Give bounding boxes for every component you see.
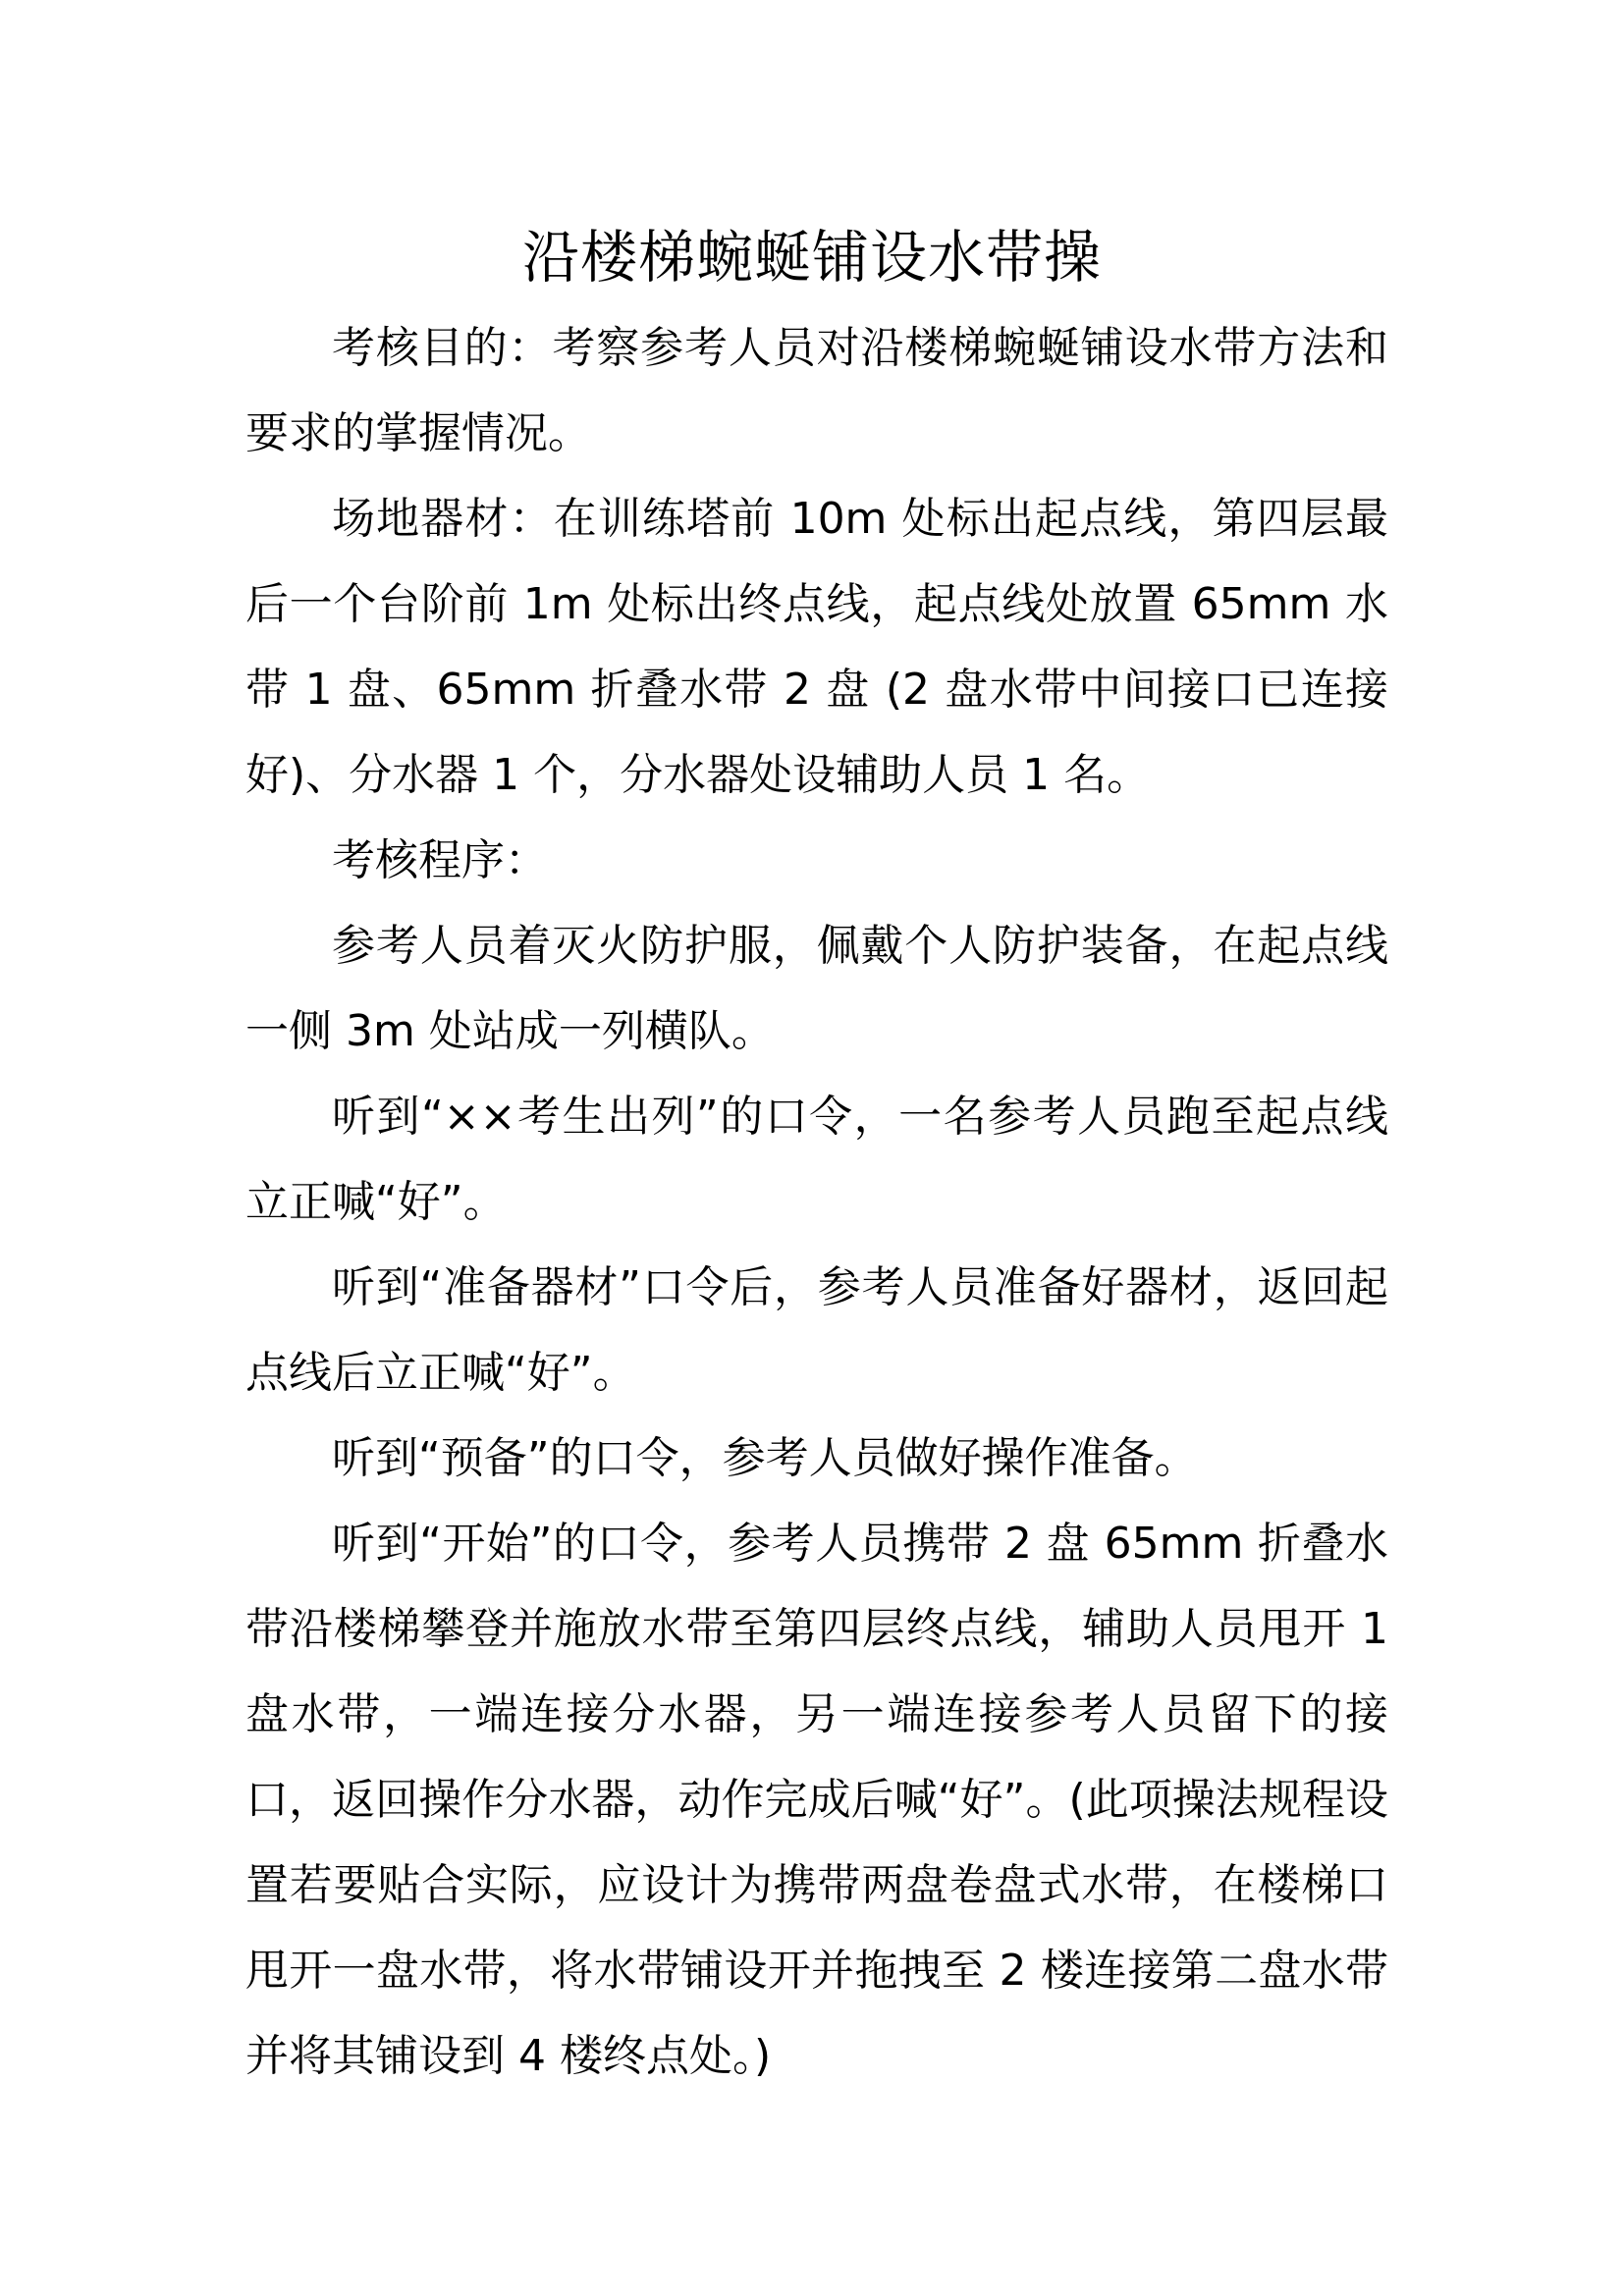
paragraph-equipment: 场地器材：在训练塔前 10m 处标出起点线，第四层最后一个台阶前 1m 处标出终点线，起点线处放置 65mm 水带 1 盘、65mm 折叠水带 2 盘 (2 盘水带中间接口已连接好)、分水器 1 个，分水器处设辅助人员 1 名。 [245, 494, 1388, 800]
document-title: 沿楼梯蜿蜒铺设水带操 [521, 224, 1102, 291]
paragraph-step-start: 听到“开始”的口令，参考人员携带 2 盘 65mm 折叠水带沿楼梯攀登并施放水带至第四层终点线，辅助人员甩开 1 盘水带，一端连接分水器，另一端连接参考人员留下的接口，返回操作分水器，动作完成后喊“好”。(此项操法规程设置若要贴合实际，应设计为携带两盘卷盘式水带，在楼梯口甩开一盘水带，将水带铺设开并拖拽至 2 楼连接第二盘水带并将其铺设到 4 楼终点处。) [245, 1519, 1388, 2081]
paragraph-step-ready: 听到“预备”的口令，参考人员做好操作准备。 [332, 1433, 1198, 1483]
paragraph-step-line-up: 参考人员着灭火防护服，佩戴个人防护装备，在起点线一侧 3m 处站成一列横队。 [245, 921, 1388, 1056]
document-body [245, 305, 1388, 2099]
paragraph-objective: 考核目的：考察参考人员对沿楼梯蜿蜒铺设水带方法和要求的掌握情况。 [245, 323, 1388, 458]
paragraph-step-prepare-equipment: 听到“准备器材”口令后，参考人员准备好器材，返回起点线后立正喊“好”。 [245, 1262, 1388, 1398]
paragraph-procedure-heading: 考核程序： [332, 835, 548, 885]
paragraph-step-step-out: 听到“××考生出列”的口令，一名参考人员跑至起点线立正喊“好”。 [245, 1092, 1388, 1227]
